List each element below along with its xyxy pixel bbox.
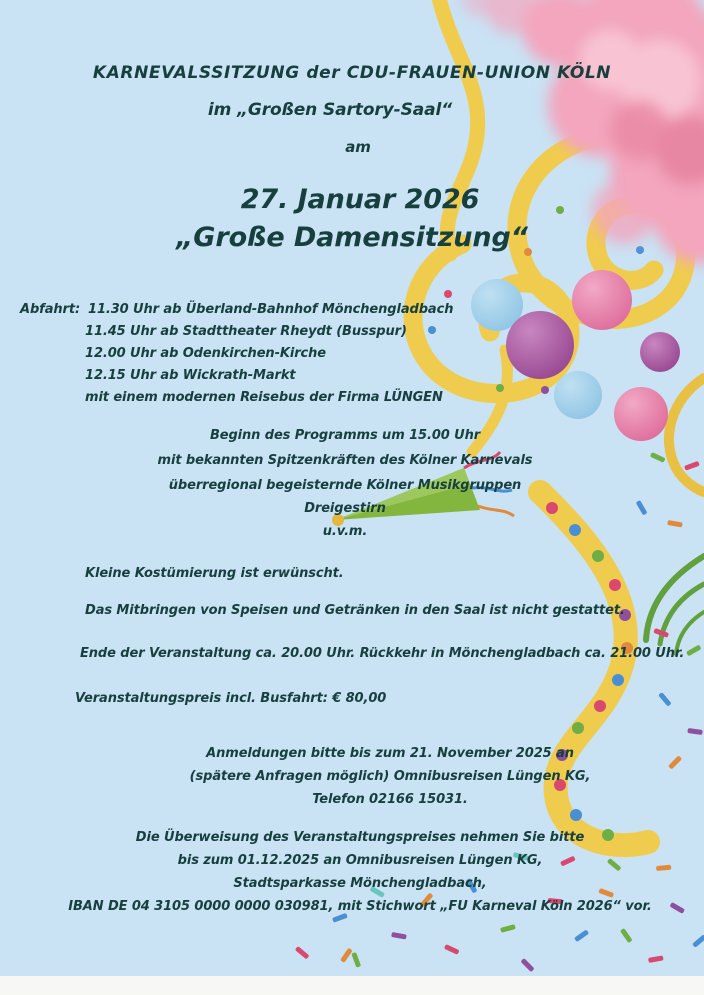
program-line-2: mit bekannten Spitzenkräften des Kölner Karnevals: [157, 453, 533, 468]
registration-line-3: Telefon 02166 15031.: [312, 792, 468, 807]
program-line-4: Dreigestirn: [304, 501, 386, 516]
food-note: Das Mitbringen von Speisen und Getränken in den Saal ist nicht gestattet.: [85, 603, 625, 618]
departure-time-2: 11.45 Uhr ab Stadttheater Rheydt (Busspur): [85, 324, 407, 339]
payment-line-3: Stadtsparkasse Mönchengladbach,: [233, 876, 487, 891]
am-line: am: [345, 138, 371, 156]
event-date: 27. Januar 2026: [240, 184, 480, 215]
payment-line-2: bis zum 01.12.2025 an Omnibusreisen Lüngen KG,: [177, 853, 543, 868]
payment-line-1: Die Überweisung des Veranstaltungspreises nehmen Sie bitte: [135, 830, 585, 845]
end-time-note: Ende der Veranstaltung ca. 20.00 Uhr. Rückkehr in Mönchengladbach ca. 21.00 Uhr.: [80, 646, 685, 661]
departure-time-4: 12.15 Uhr ab Wickrath-Markt: [85, 368, 296, 383]
flyer-title: KARNEVALSSITZUNG der CDU-FRAUEN-UNION KÖLN: [92, 63, 612, 83]
program-line-5: u.v.m.: [322, 524, 368, 539]
registration-line-2: (spätere Anfragen möglich) Omnibusreisen Lüngen KG,: [189, 769, 591, 784]
bus-note: mit einem modernen Reisebus der Firma LÜNGEN: [85, 390, 443, 405]
departure-time-1: 11.30 Uhr ab Überland-Bahnhof Mönchengladbach: [88, 302, 454, 317]
departure-label: Abfahrt:: [20, 302, 81, 317]
event-name: „Große Damensitzung“: [176, 222, 528, 253]
registration-line-1: Anmeldungen bitte bis zum 21. November 2025 an: [206, 746, 574, 761]
venue-line: im „Großen Sartory-Saal“: [207, 100, 453, 120]
costume-note: Kleine Kostümierung ist erwünscht.: [85, 566, 344, 581]
payment-line-4: IBAN DE 04 3105 0000 0000 030981, mit Stichwort „FU Karneval Köln 2026“ vor.: [68, 899, 652, 914]
program-line-1: Beginn des Programms um 15.00 Uhr: [209, 428, 481, 443]
fern-leaf-icon: [646, 556, 704, 654]
program-line-3: überregional begeisternde Kölner Musikgruppen: [168, 478, 522, 493]
price-note: Veranstaltungspreis incl. Busfahrt: € 80,00: [75, 691, 387, 706]
scan-bottom-margin: [0, 976, 704, 995]
departure-time-3: 12.00 Uhr ab Odenkirchen-Kirche: [85, 346, 326, 361]
